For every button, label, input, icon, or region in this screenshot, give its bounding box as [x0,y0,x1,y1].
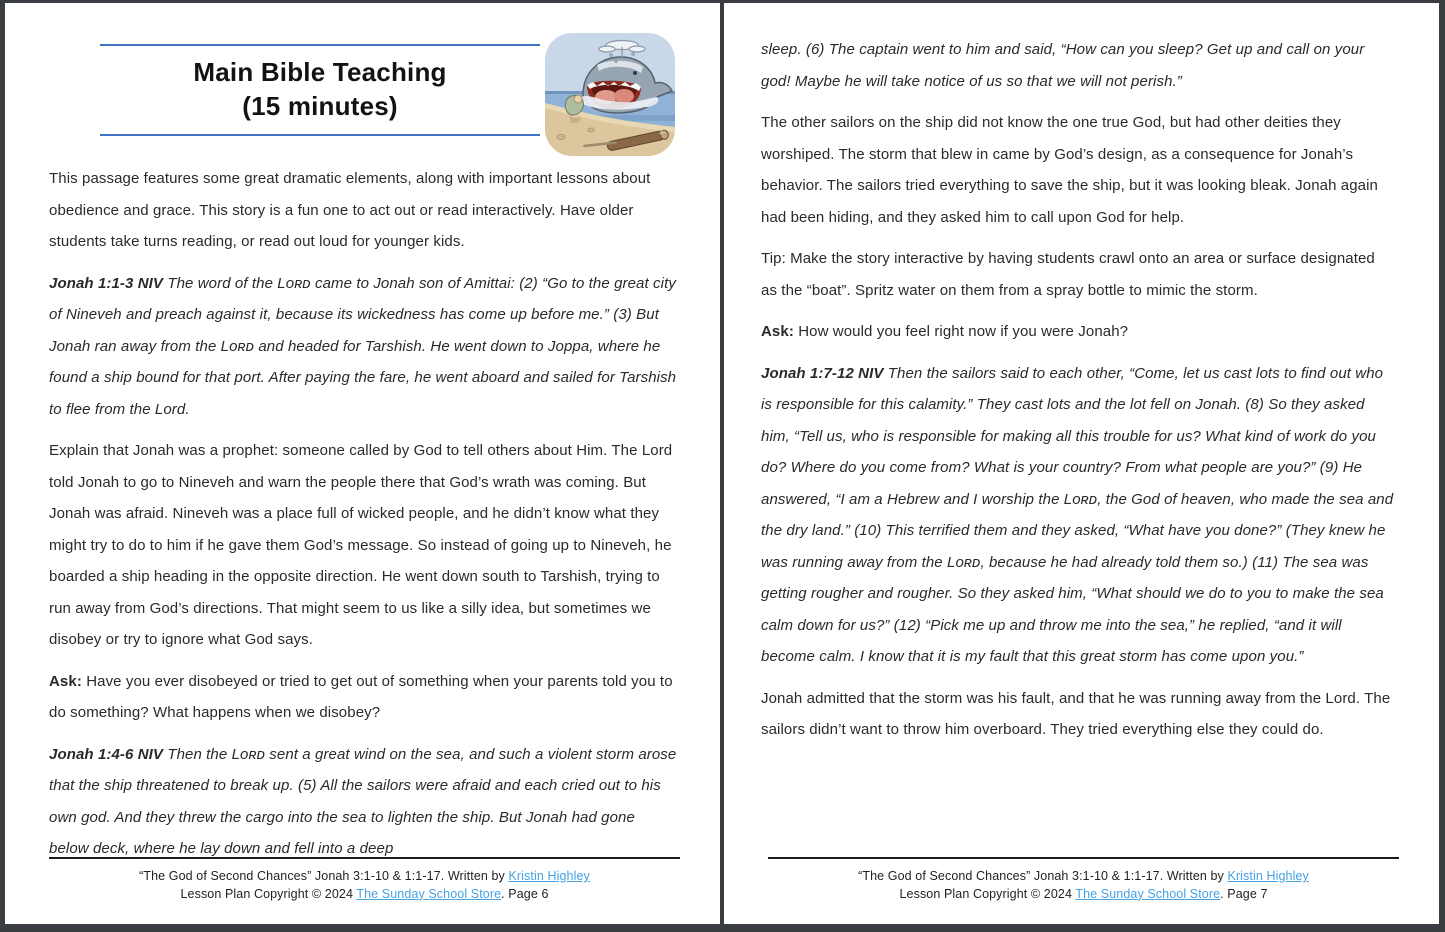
conclusion-paragraph: Jonah admitted that the storm was his fault, and that he was running away from the Lord. The sailors didn’t want to throw him overboard. They tried everything else they could do. [761,689,1391,738]
footer-line2 [768,886,1399,904]
page-header [5,3,720,163]
scripture-reference: Jonah 1:7-12 NIV [761,364,884,382]
scripture-reference: Jonah 1:4-6 NIV [49,745,164,763]
scripture-jonah-1-1-3 [49,268,678,426]
author-link[interactable]: Kristin Highley [508,869,590,883]
footer-attribution-text: “The God of Second Chances” Jonah 3:1-10 & 1:1-17. Written by [139,869,505,883]
ask-label: Ask: [49,672,82,690]
footer-attribution-text: “The God of Second Chances” Jonah 3:1-10 & 1:1-17. Written by [858,869,1224,883]
page-6-content [5,163,720,865]
page-number: . Page 6 [501,886,549,901]
document-page-7 [724,3,1439,924]
scripture-jonah-1-4-6 [49,739,678,865]
jonah-whale-illustration-svg [545,33,675,156]
ask-paragraph [761,316,1395,348]
scripture-jonah-1-4-6-continued: sleep. (6) The captain went to him and said, “How can you sleep? Get up and call on your god! Maybe he will take notice of us so that we will not perish.” [761,41,1365,90]
ask-text: How would you feel right now if you were Jonah? [798,323,1129,340]
footer-copyright-text: Lesson Plan Copyright © 2024 [899,886,1073,901]
jonah-whale-illustration [545,33,675,156]
scripture-reference: Jonah 1:1-3 NIV [49,274,164,292]
page-6-footer [49,857,680,903]
store-link[interactable]: The Sunday School Store [1075,886,1221,901]
footer-line2 [49,886,680,904]
page-7-content [724,3,1439,746]
footer-line1 [49,868,680,886]
footer-line1 [768,868,1399,886]
footer-copyright-text: Lesson Plan Copyright © 2024 [180,886,354,901]
scripture-jonah-1-7-12 [761,358,1395,673]
scripture-text: Then the sailors said to each other, “Come, let us cast lots to find out who is responsible for this calamity.” They cast lots and the lot fell on Jonah. (8) So they asked him, “Tell us, who is responsible for making all this trouble for us? What kind of work do you do? Where do you come from? What is your country? From what people are you?” (9) He answered, “I am a Hebrew and I worship the Lᴏʀᴅ, the God of heaven, who made the sea and the dry land.” (10) This terrified them and they asked, “What have you done?” (They knew he was running away from the Lᴏʀᴅ, because he had already told them so.) (11) The sea was getting rougher and rougher. So they asked him, “What should we do to you to make the sea calm down for us?” (12) “Pick me up and throw me into the sea,” he replied, “and it will become calm. I know that it is my fault that this great storm has come upon you.” [761,364,1394,665]
tip-paragraph: Tip: Make the story interactive by having students crawl onto an area or surface designated as the “boat”. Spritz water on them from a spray bottle to mimic the storm. [761,250,1375,299]
ask-label: Ask: [761,323,794,340]
scripture-text: Then the Lᴏʀᴅ sent a great wind on the sea, and such a violent storm arose that the ship threatened to break up. (5) All the sailors were afraid and each cried out to his own god. And they threw the cargo into the sea to lighten the ship. But Jonah had gone below deck, where he lay down and fell into a deep [49,745,677,857]
page-7-footer [768,857,1399,903]
page-number: . Page 7 [1220,886,1268,901]
document-page-6 [5,3,720,924]
explain-paragraph: Explain that Jonah was a prophet: someone called by God to tell others about Him. The Lord told Jonah to go to Nineveh and warn the people there that God’s wrath was coming. But Jonah was afraid. Nineveh was a place full of wicked people, and he didn’t know what they might try to do to him if he gave them God’s message. So instead of going up to Nineveh, he boarded a ship heading in the opposite direction. He went down south to Tarshish, trying to run away from God’s directions. That might seem to us like a silly idea, but sometimes we disobey or try to ignore what God says. [49,442,673,648]
section-title-block [100,44,540,136]
intro-paragraph: This passage features some great dramatic elements, along with important lessons about obedience and grace. This story is a fun one to act out or read interactively. Have older students take turns reading, or read out loud for younger kids. [49,170,651,250]
ask-paragraph [49,666,678,729]
author-link[interactable]: Kristin Highley [1227,869,1309,883]
section-title-line2: (15 minutes) [242,91,398,121]
scripture-text: The word of the Lᴏʀᴅ came to Jonah son of Amittai: (2) “Go to the great city of Nineveh and preach against it, because its wickedness has come up before me.” (3) But Jonah ran away from the Lᴏʀᴅ and headed for Tarshish. He went down to Joppa, where he found a ship bound for that port. After paying the fare, he went aboard and sailed for Tarshish to flee from the Lord. [49,274,677,418]
section-title-line1: Main Bible Teaching [193,57,447,87]
sailors-paragraph: The other sailors on the ship did not know the one true God, but had other deities they worshiped. The storm that blew in came by God’s design, as a consequence for Jonah’s behavior. The sailors tried everything to save the ship, but it was looking bleak. Jonah again had been hiding, and they asked him to call upon God for help. [761,114,1378,226]
ask-text: Have you ever disobeyed or tried to get out of something when your parents told you to do something? What happens when we disobey? [49,672,673,721]
store-link[interactable]: The Sunday School Store [356,886,502,901]
